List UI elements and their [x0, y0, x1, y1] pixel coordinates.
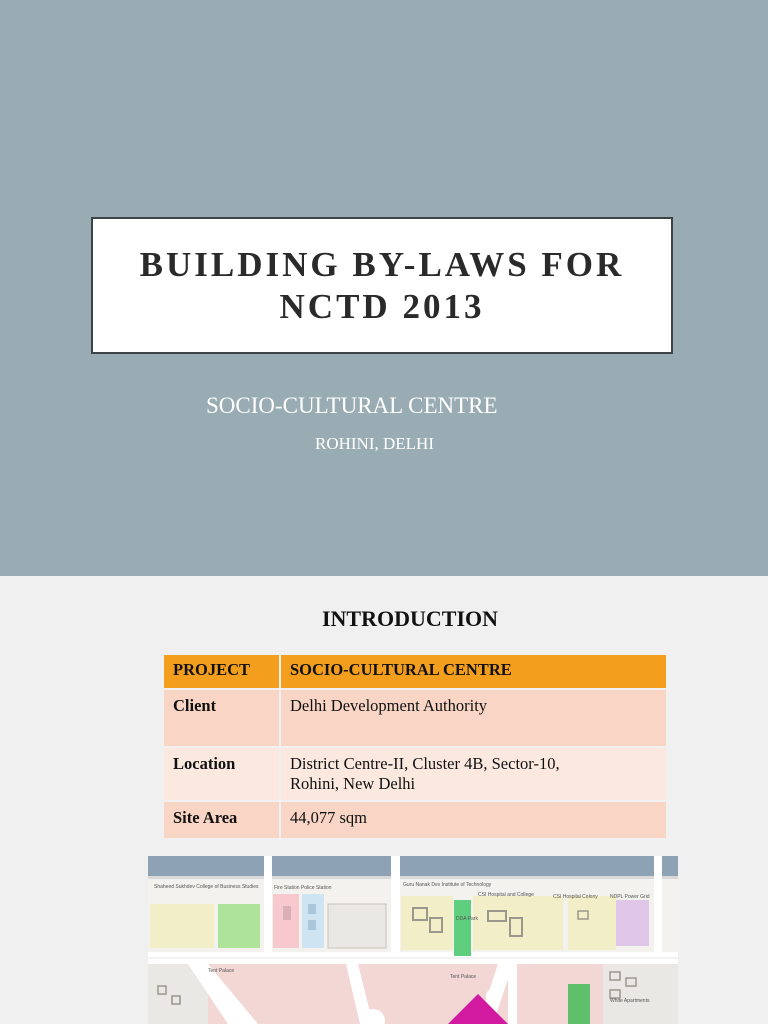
- row-value-client: Delhi Development Authority: [281, 690, 666, 746]
- map-label-college: Shaheed Sukhdev College of Business Studies: [154, 884, 259, 890]
- row-value-location: [281, 748, 666, 800]
- title-line-2: NCTD 2013: [279, 286, 485, 326]
- row-key-site-area: Site Area: [164, 802, 281, 838]
- row-value-site-area: 44,077 sqm: [281, 802, 666, 838]
- table-row: [164, 802, 666, 838]
- table-header-row: [164, 655, 666, 688]
- location-line-2: Rohini, New Delhi: [290, 774, 416, 793]
- site-map-graphic: [148, 856, 678, 1024]
- map-label-white-apartments: White Apartments: [610, 998, 650, 1004]
- row-key-client: Client: [164, 690, 281, 746]
- location-line-1: District Centre-II, Cluster 4B, Sector-10,: [290, 754, 560, 773]
- map-label-fire-police: Fire Station Police Station: [274, 885, 332, 891]
- map-label-csi-colony: CSI Hospital Colony: [553, 894, 598, 900]
- subtitle-location: ROHINI, DELHI: [315, 434, 434, 453]
- title-box: [91, 217, 673, 354]
- title-line-1: BUILDING BY-LAWS FOR: [139, 244, 625, 284]
- table-row: [164, 690, 666, 746]
- slide-heading: INTRODUCTION: [321, 606, 499, 631]
- introduction-slide: [0, 576, 768, 1024]
- map-label-tent-palace-1: Tent Palace: [208, 968, 235, 974]
- row-key-location: Location: [164, 748, 281, 800]
- table-header-key: PROJECT: [164, 655, 281, 688]
- table-header-value: SOCIO-CULTURAL CENTRE: [281, 655, 666, 688]
- site-map: [148, 856, 678, 1024]
- map-label-tent-palace-2: Tent Palace: [450, 974, 477, 980]
- subtitle: SOCIO-CULTURAL CENTRE: [206, 393, 498, 418]
- map-label-ndpl: NDPL Power Grid: [610, 894, 650, 900]
- project-info-table: [164, 653, 666, 840]
- map-label-csi: CSI Hospital and College: [478, 892, 534, 898]
- map-label-dda-park: DDA Park: [456, 916, 478, 922]
- table-row: [164, 748, 666, 800]
- map-label-guru-nanak: Guru Nanak Dev Institute of Technology: [403, 882, 492, 888]
